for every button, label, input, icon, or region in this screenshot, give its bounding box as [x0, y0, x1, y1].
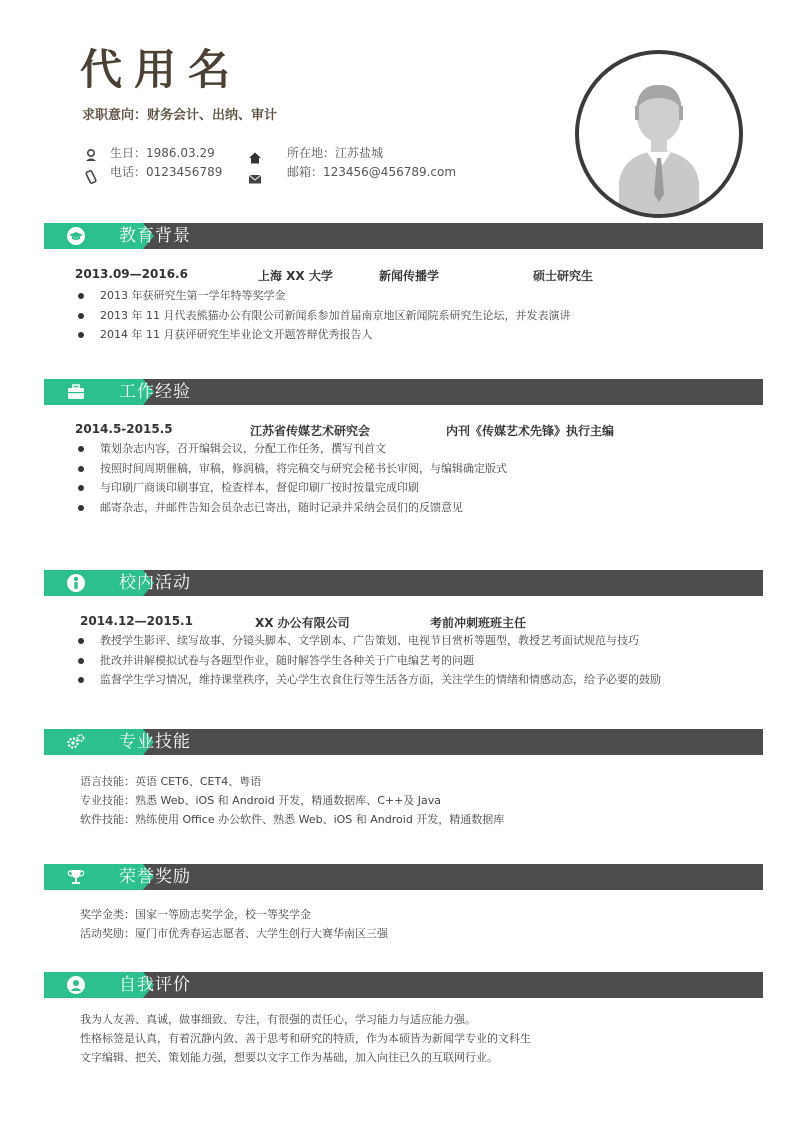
campus-role: 考前冲刺班班主任 [430, 616, 527, 630]
phone-number: 电话：0123456789 [110, 165, 223, 179]
section-title-self: 自我评价 [119, 975, 191, 995]
list-item: 软件技能：熟练使用 Office 办公软件、熟悉 Web、iOS 和 Android 开发，精通数据库 [80, 813, 505, 826]
birth-date: 生日：1986.03.29 [110, 146, 215, 160]
avatar-placeholder-icon [579, 54, 739, 214]
list-item: 按照时间周期催稿，审稿，修润稿，将完稿交与研究会秘书长审阅，与编辑确定版式 [78, 459, 507, 479]
list-item: 教授学生影评、续写故事、分镜头脚本、文学剧本、广告策划、电视节目赏析等题型，教授艺考面试规范与技巧 [78, 631, 661, 651]
campus-list [78, 631, 661, 690]
list-item: 奖学金类：国家一等励志奖学金，校一等奖学金 [80, 908, 311, 921]
section-title-education: 教育背景 [119, 226, 191, 246]
list-item: 策划杂志内容，召开编辑会议，分配工作任务，撰写刊首文 [78, 439, 507, 459]
work-role: 内刊《传媒艺术先锋》执行主编 [446, 424, 615, 438]
list-item: 我为人友善、真诚，做事细致、专注，有很强的责任心，学习能力与适应能力强。 [80, 1013, 476, 1026]
section-header-skills [44, 729, 763, 755]
phone-icon [84, 170, 98, 184]
work-period: 2014.5-2015.5 [75, 422, 173, 436]
gears-icon [66, 732, 86, 752]
section-header-education [44, 223, 763, 249]
person-pin-icon [84, 148, 98, 162]
candidate-name: 代用名 [80, 45, 243, 94]
honors-list [80, 905, 388, 943]
list-item: 2014 年 11 月获评研究生毕业论文开题答辩优秀报告人 [78, 325, 570, 345]
education-major: 新闻传播学 [379, 269, 440, 283]
home-icon [248, 151, 262, 165]
skills-list [80, 772, 504, 829]
section-header-self [44, 972, 763, 998]
campus-period: 2014.12—2015.1 [80, 614, 193, 628]
trophy-icon [66, 867, 86, 887]
section-header-work [44, 379, 763, 405]
briefcase-icon [66, 382, 86, 402]
list-item: 活动奖励：厦门市优秀春运志愿者、大学生创行大赛华南区三强 [80, 927, 388, 940]
location: 所在地：江苏盐城 [287, 146, 384, 160]
list-item: 监督学生学习情况，维持课堂秩序，关心学生衣食住行等生活各方面，关注学生的情绪和情感动态，给予必要的鼓励 [78, 670, 661, 690]
list-item: 文字编辑、把关、策划能力强，想要以文字工作为基础，加入向往已久的互联网行业。 [80, 1051, 498, 1064]
education-list [78, 286, 570, 345]
user-icon [66, 975, 86, 995]
campus-org: XX 办公有限公司 [255, 616, 350, 630]
education-period: 2013.09—2016.6 [75, 267, 188, 281]
list-item: 性格标签是认真，有着沉静内敛、善于思考和研究的特质，作为本硕皆为新闻学专业的文科生 [80, 1032, 531, 1045]
email: 邮箱：123456@456789.com [287, 165, 457, 179]
person-icon [66, 573, 86, 593]
section-header-campus [44, 570, 763, 596]
list-item: 邮寄杂志，并邮件告知会员杂志已寄出，随时记录并采纳会员们的反馈意见 [78, 498, 507, 518]
list-item: 专业技能：熟悉 Web、iOS 和 Android 开发，精通数据库、C++及 Java [80, 794, 442, 807]
education-school: 上海 XX 大学 [258, 269, 333, 283]
list-item: 与印刷厂商谈印刷事宜，检查样本，督促印刷厂按时按量完成印刷 [78, 478, 507, 498]
work-list [78, 439, 507, 517]
cap-icon [66, 226, 86, 246]
job-intent: 求职意向：财务会计、出纳、审计 [82, 108, 278, 123]
envelope-icon [248, 172, 262, 186]
section-title-work: 工作经验 [119, 382, 191, 402]
list-item: 2013 年 11 月代表熊猫办公有限公司新闻系参加首届南京地区新闻院系研究生论坛，并发表演讲 [78, 306, 570, 326]
self-list [80, 1010, 531, 1067]
section-header-honors [44, 864, 763, 890]
section-title-campus: 校内活动 [119, 573, 191, 593]
education-degree: 硕士研究生 [533, 269, 594, 283]
list-item: 批改并讲解模拟试卷与各题型作业，随时解答学生各种关于广电编艺考的问题 [78, 651, 661, 671]
work-org: 江苏省传媒艺术研究会 [250, 424, 371, 438]
avatar-photo [575, 50, 743, 218]
list-item: 语言技能：英语 CET6、CET4、粤语 [80, 775, 262, 788]
section-title-skills: 专业技能 [119, 732, 191, 752]
list-item: 2013 年获研究生第一学年特等奖学金 [78, 286, 570, 306]
section-title-honors: 荣誉奖励 [119, 867, 191, 887]
